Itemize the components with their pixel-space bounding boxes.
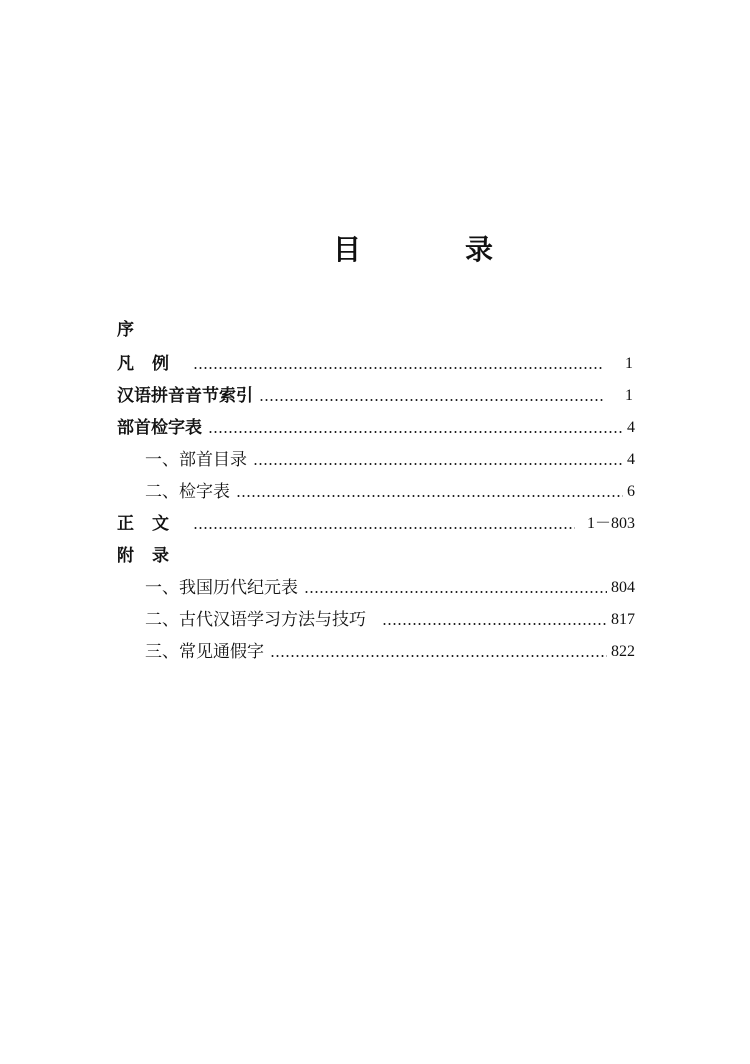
toc-entry-character-table[interactable]	[145, 476, 635, 508]
toc-page-number: 4	[627, 451, 635, 468]
toc-entry-appendix-2[interactable]	[145, 604, 635, 636]
dot-leader	[304, 590, 607, 594]
dot-leader	[193, 526, 575, 530]
toc-page-number: 822	[611, 643, 635, 660]
dot-leader	[236, 494, 623, 498]
page-title: 目 录	[333, 233, 532, 266]
dot-leader	[382, 622, 607, 626]
toc-label: 部首检字表	[117, 418, 202, 438]
dot-leader	[193, 366, 603, 370]
dot-leader	[259, 398, 603, 402]
toc-page-number: 1－803	[586, 515, 635, 532]
toc-label: 二、古代汉语学习方法与技巧	[145, 610, 366, 630]
toc-label: 凡例	[117, 354, 187, 374]
toc-page-number: 1	[625, 355, 633, 372]
toc-label: 一、我国历代纪元表	[145, 578, 298, 598]
toc-label: 正文	[117, 514, 187, 534]
toc-page-number: 804	[611, 579, 635, 596]
toc-entry-radical-directory[interactable]	[145, 444, 635, 476]
dot-leader	[253, 462, 623, 466]
toc-label: 二、检字表	[145, 482, 230, 502]
toc-entry-preface[interactable]	[117, 314, 635, 346]
toc-page-number: 817	[611, 611, 635, 628]
toc-label: 附录	[117, 546, 187, 566]
toc-entry-pinyin-index[interactable]	[117, 380, 635, 412]
toc-label: 序	[117, 320, 134, 340]
toc-entry-appendix-1[interactable]	[145, 572, 635, 604]
toc-label: 一、部首目录	[145, 450, 247, 470]
toc-page-number: 6	[627, 483, 635, 500]
toc-entry-radical-table[interactable]	[117, 412, 635, 444]
toc-label: 三、常见通假字	[145, 642, 264, 662]
toc-entry-main-text[interactable]	[117, 508, 635, 540]
dot-leader	[208, 430, 623, 434]
toc-page-number: 1	[625, 387, 633, 404]
dot-leader	[270, 654, 607, 658]
toc-page-number: 4	[627, 419, 635, 436]
toc-entry-appendix-3[interactable]	[145, 636, 635, 668]
toc-entry-fanli[interactable]	[117, 348, 635, 380]
toc-label: 汉语拼音音节索引	[117, 386, 253, 406]
toc-entry-appendix[interactable]	[117, 540, 635, 572]
